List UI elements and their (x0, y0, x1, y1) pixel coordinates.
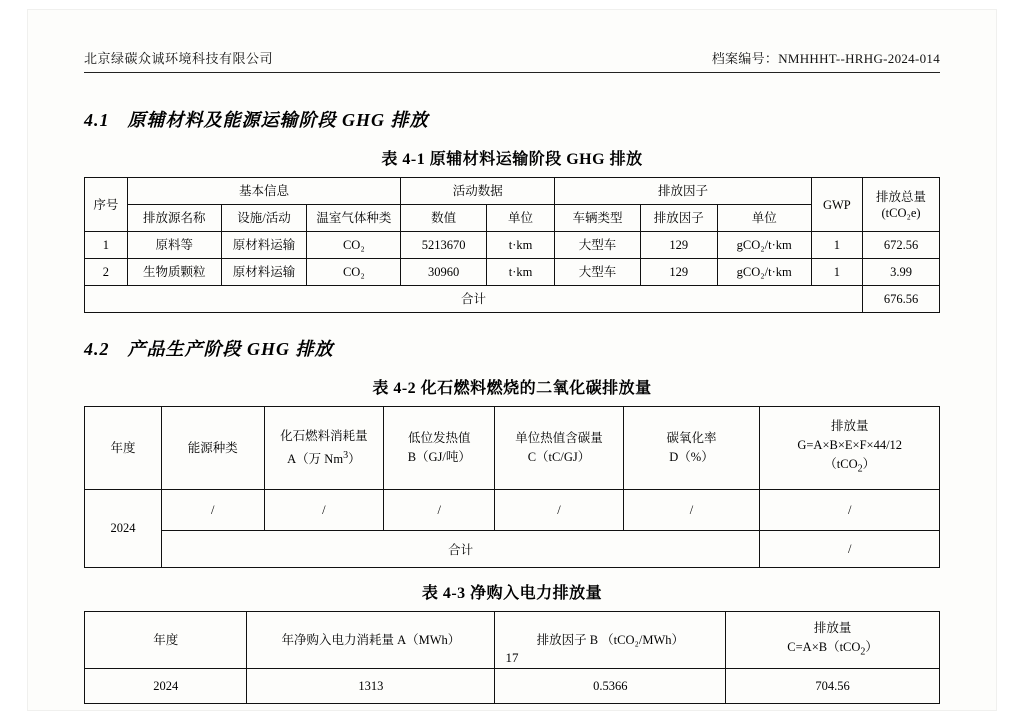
section-title-4-2: 产品生产阶段 GHG 排放 (127, 339, 334, 359)
cell-sum-value: 676.56 (863, 286, 940, 313)
table-4-2-header-row (85, 407, 940, 490)
th-carbon-content (495, 407, 623, 490)
page-header (84, 48, 940, 73)
th-factor-value: 排放因子 (640, 205, 717, 232)
section-number-4-1: 4.1 (84, 110, 110, 130)
cell-energy-type: / (161, 490, 264, 531)
cell-source: 生物质颗粒 (127, 259, 221, 286)
table-4-1-group-header-row (85, 178, 940, 205)
cell-source: 原料等 (127, 232, 221, 259)
th-total-emission-unit: (tCO₂e) (881, 205, 921, 220)
th-total-emission-label: 排放总量 (876, 189, 927, 204)
th-cc-l2: C（tC/GJ） (527, 450, 591, 464)
th-source-name: 排放源名称 (127, 205, 221, 232)
cell-sum-label: 合计 (161, 531, 759, 568)
th-lower-heating-value (384, 407, 495, 490)
th-energy-type-label: 能源种类 (187, 440, 238, 455)
th-vehicle-type: 车辆类型 (555, 205, 641, 232)
section-number-4-2: 4.2 (84, 339, 110, 359)
cell-year: 2024 (85, 669, 247, 704)
th-factor-unit: 单位 (717, 205, 811, 232)
th-cc-l1: 单位热值含碳量 (515, 431, 603, 445)
cell-factor-unit: gCO₂/t·km (717, 232, 811, 259)
cell-emission: / (760, 490, 940, 531)
th-total-emission (863, 178, 940, 232)
cell-year: 2024 (85, 490, 162, 568)
cell-vehicle: 大型车 (555, 259, 641, 286)
th-lhv-l2: B（GJ/吨） (407, 450, 471, 464)
cell-factor: 0.5366 (495, 669, 726, 704)
table-4-2 (84, 406, 940, 568)
th-year-label: 年度 (110, 440, 136, 455)
th-fuel-consumption (264, 407, 384, 490)
table-caption-4-1: 表 4-1 原辅材料运输阶段 GHG 排放 (381, 151, 643, 168)
table-caption-4-3: 表 4-3 净购入电力排放量 (421, 585, 603, 602)
page-number: 17 (505, 650, 519, 665)
table-4-2-sum-row (85, 531, 940, 568)
cell-oxidation-rate: / (623, 490, 760, 531)
page-content (84, 84, 940, 704)
th-year: 年度 (85, 612, 247, 669)
cell-electricity: 1313 (247, 669, 495, 704)
th-lhv-l1: 低位发热值 (408, 431, 471, 445)
cell-gas: CO₂ (307, 259, 401, 286)
cell-total: 672.56 (863, 232, 940, 259)
table-row (85, 232, 940, 259)
th-em-l2: G=A×B×E×F×44/12 (797, 438, 903, 453)
th-em-l3: （tCO$_2$） (824, 457, 876, 475)
table-row (85, 259, 940, 286)
cell-factor: 129 (640, 232, 717, 259)
cell-gwp: 1 (811, 259, 862, 286)
table-row (85, 490, 940, 531)
cell-emission: 704.56 (726, 669, 940, 704)
header-archive-number: 档案编号：NMHHHT--HRHG-2024-014 (711, 51, 940, 66)
th-or-l1: 碳氧化率 (666, 431, 717, 445)
cell-value: 30960 (401, 259, 487, 286)
th-year (85, 407, 162, 490)
th-emission-factor: 排放因子 (555, 178, 811, 205)
cell-gas: CO₂ (307, 232, 401, 259)
th-value: 数值 (401, 205, 487, 232)
section-heading-4-2 (84, 335, 940, 361)
cell-lhv: / (384, 490, 495, 531)
table-4-1 (84, 177, 940, 313)
page-sheet (28, 10, 996, 710)
th-fuel-consumption-l1: 化石燃料消耗量 (280, 428, 368, 443)
th-em-l1: 排放量 (830, 419, 869, 434)
th-oxidation-rate (623, 407, 760, 490)
section-heading-4-1 (84, 106, 940, 132)
cell-facility: 原材料运输 (221, 232, 307, 259)
cell-value: 5213670 (401, 232, 487, 259)
th-or-l2: D（%） (669, 450, 714, 464)
th-facility: 设施/活动 (221, 205, 307, 232)
th-emission-l1: 排放量 (813, 620, 852, 635)
section-title-4-1: 原辅材料及能源运输阶段 GHG 排放 (127, 110, 429, 130)
cell-sum-value: / (760, 531, 940, 568)
cell-facility: 原材料运输 (221, 259, 307, 286)
cell-gwp: 1 (811, 232, 862, 259)
cell-factor-unit: gCO₂/t·km (717, 259, 811, 286)
th-net-purchased-electricity: 年净购入电力消耗量 A（MWh） (247, 612, 495, 669)
cell-vehicle: 大型车 (555, 232, 641, 259)
th-emission-l2: C=A×B（tCO$_2$） (787, 639, 878, 658)
cell-unit: t·km (486, 259, 554, 286)
table-row (85, 669, 940, 704)
th-activity-data: 活动数据 (401, 178, 555, 205)
cell-total: 3.99 (863, 259, 940, 286)
cell-seq: 1 (85, 232, 128, 259)
th-emission (760, 407, 940, 490)
cell-seq: 2 (85, 259, 128, 286)
cell-carbon-content: / (495, 490, 623, 531)
th-fuel-consumption-l2: A（万 Nm$^3$） (287, 449, 361, 467)
th-gas-type: 温室气体种类 (307, 205, 401, 232)
cell-sum-label: 合计 (85, 286, 863, 313)
header-company: 北京绿碳众诚环境科技有限公司 (84, 51, 274, 66)
th-unit: 单位 (486, 205, 554, 232)
th-gwp: GWP (811, 178, 862, 232)
cell-factor: 129 (640, 259, 717, 286)
table-4-1-sum-row (85, 286, 940, 313)
th-energy-type (161, 407, 264, 490)
th-basic-info: 基本信息 (127, 178, 401, 205)
cell-unit: t·km (486, 232, 554, 259)
cell-fuel-consumption: / (264, 490, 384, 531)
table-caption-4-2: 表 4-2 化石燃料燃烧的二氧化碳排放量 (372, 380, 652, 397)
th-seq: 序号 (85, 178, 128, 232)
th-emission-factor: 排放因子 B （tCO₂/MWh） (495, 612, 726, 669)
